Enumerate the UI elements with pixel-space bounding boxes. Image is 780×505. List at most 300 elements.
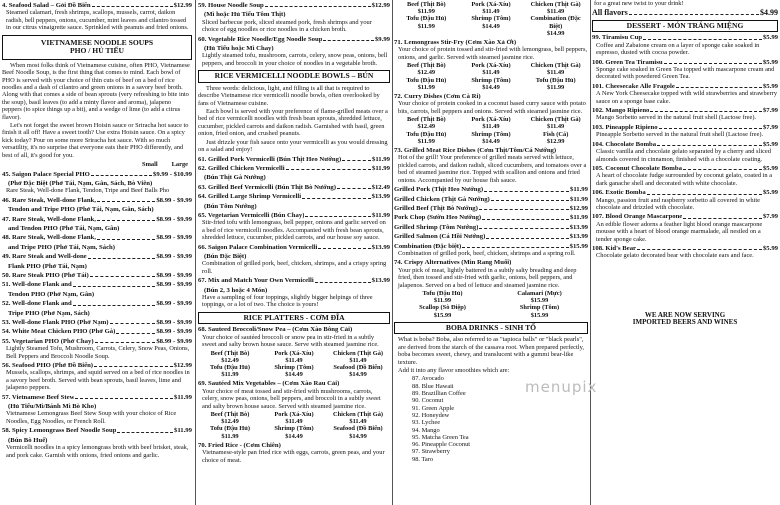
boba-flavor: 97. Strawberry (412, 448, 450, 456)
item-price: $12.99 (173, 362, 192, 370)
menu-item (2, 197, 192, 204)
leader-dots (116, 328, 155, 333)
price-value: $12.99 (546, 137, 565, 145)
dessert-list (592, 34, 778, 259)
leader-dots (95, 338, 156, 343)
item-price: $7.99 (762, 123, 778, 131)
item-name: 71. Lemongrass Stir-Fry (Cơm Xào Xả Ớt) (394, 39, 517, 47)
menu-item (2, 394, 192, 401)
section-intro: Three words: delicious, light, and filling is all that is required to describe Vietnamese rice vermicelli noodle bowls, often overlooked by fans of Vietnamese cuisine. (198, 84, 380, 107)
price-cell (198, 350, 262, 364)
menu-item (2, 328, 192, 335)
item-price: $13.99 (569, 223, 588, 231)
menu-item (394, 39, 588, 46)
watermark: menupix (525, 378, 598, 396)
item-description: Vietnamese-style pan fried rice with eggs, carrots, green peas, and your choice of meat. (202, 449, 385, 464)
boba-flavor: 88. Blue Hawaii (412, 382, 454, 390)
menu-item (198, 380, 390, 387)
boba-flavor: 92. Honeydew (412, 411, 450, 419)
section-intro: When most folks think of Vietnamese cuisine, often PHO, Vietnamese Beef Noodle Soup, is the first thing that comes to mind. Each bowl of PHO is served with your choice of thin cuts of beef on a bed of rice noodles and a dash of cilantro and green onions in a savory beef broth. Along with that comes a side of bean sprouts (very refreshing to bite into the soup), basil leaves (to add a minty flavor and aroma), jalapeno peppers (to spice things up a bit), and a wedge of lime (to add a citrus flavor). (2, 61, 190, 121)
column-desserts (592, 0, 778, 505)
price-value: $11.49 (482, 69, 500, 77)
leader-dots (676, 83, 762, 88)
menu-item (592, 245, 778, 252)
item-name: 108. Kid's Bear (592, 244, 637, 252)
menu-item (592, 107, 778, 114)
item-price: $12.49 (371, 183, 390, 191)
price-value: $11.99 (547, 83, 565, 91)
price-cell (459, 116, 524, 130)
price-cell (262, 364, 326, 378)
leader-dots (482, 214, 569, 219)
leader-dots (110, 319, 156, 324)
grilled-list (394, 186, 588, 250)
section-header-platters: RICE PLATTERS - CƠM ĐĨA (198, 312, 390, 325)
price-cell (326, 364, 390, 378)
item-price: $11.99 (173, 427, 192, 435)
price-cell (394, 304, 491, 318)
menu-item (2, 319, 192, 326)
item-subtitle: (Phở Đặc Biệt (Phở Tái, Nạm, Gân, Sách, Bò Viên) (8, 179, 153, 187)
item-price: $15.99 (569, 242, 588, 250)
item-description: Stir-fried tofu with lemongrass, bell pepper, onions and garlic served on a bed of rice vermicelli noodles. Accompanied with fresh bean sprouts, shredded lettuce, cucumber, pickled carrots, and our house soy sauce. (202, 219, 386, 242)
price-label: Beef (Thịt Bò) (210, 411, 250, 419)
menu-item (198, 156, 390, 163)
item-name: 68. Sauteed Broccoli/Snow Pea – (Cơm Xào Bông Cải) (198, 326, 353, 334)
item-name: 48. Rare Steak, Well-done Flank, (2, 234, 96, 242)
price-value: $14.49 (482, 22, 500, 30)
price-value: $11.99 (417, 83, 435, 91)
item-description: An edible flower adorns a feather light blood orange mascarpone mousse with a heart of blood orange marmalade, all nestled on a tender sponge cake. (596, 220, 763, 243)
item-price: $12.99 (569, 204, 588, 212)
price-label: Tofu (Đậu Hủ) (535, 76, 576, 84)
item-name: 69. Sautéed Mix Vegetables – (Cơm Xào Rau Cải) (198, 380, 340, 388)
price-label: Beef (Thịt Bò) (210, 349, 250, 357)
item-price: $13.99 (371, 193, 390, 201)
menu-item (198, 326, 390, 333)
price-label: Seafood (Đồ Biển) (333, 425, 383, 433)
menu-item: 4. Seafood Salad – Gỏi Đồ Biển $12.99 (2, 2, 192, 9)
column-rice-dishes-boba (394, 0, 588, 505)
price-label: Seafood (Đồ Biển) (333, 364, 383, 372)
item-subtitle: Tendon PHO (Phở Nạm, Gân) (8, 290, 95, 298)
item-description: Steamed calamari, fresh shrimps, scallops, mussels, carrot, daikon radish, bell peppers, onions, cucumber, mint leaves and cilantro tossed in our citrus vinaigrette sauce. Sprinkled with peanuts and fried onions. (6, 9, 189, 32)
item-name: Grilled Chicken (Thịt Gà Nướng) (394, 195, 490, 203)
price-value: $15.99 (530, 297, 549, 305)
leader-dots (479, 205, 569, 210)
item-subtitle: (Bún Tôm Nướng) (204, 202, 257, 210)
column-noodle-soups (2, 0, 192, 505)
item-price: $11.99 (569, 186, 588, 194)
item-subtitle: (Bún 2, 3 hoặc 4 Món) (204, 286, 268, 294)
price-value: $11.49 (482, 8, 500, 16)
boba-intro: What is boba? Boba, also referred to as "tapioca balls" or "black pearls", are derived from the starch of the cassava root. When prepared perfectly, boba becomes sweet, chewy, and translucent with a gummi bear-like texture. (398, 336, 584, 366)
item-name: 63. Grilled Beef Vermicelli (Bún Thịt Bò Nướng) (198, 183, 336, 191)
item-description: Lightly steamed tofu, mushroom, carrots, celery, snow peas, onions, bell peppers, and broccoli in your choice of noodles in a vegetable broth. (202, 52, 388, 67)
item-subtitle: (Bún Đặc Biệt) (204, 252, 247, 260)
leader-dots (265, 2, 371, 7)
boba-flavor: 96. Pineapple Coconut (412, 441, 471, 449)
price-label: Scallop (Sò Điệp) (419, 304, 466, 312)
item-name: 47. Rare Steak, Well-done Flank, (2, 215, 96, 223)
menu-item (592, 141, 778, 148)
item-name: 67. Mix and Match Your Own Vermicelli (198, 277, 314, 285)
menu-item (198, 244, 390, 251)
price-value: $11.49 (349, 418, 367, 426)
menu-item (198, 277, 390, 284)
boba-flavor: 95. Matcha Green Tea (412, 433, 469, 441)
item-name: Grilled Salmon (Cá Hồi Nướng) (394, 233, 486, 241)
price-label: Beef (Thịt Bò) (406, 62, 446, 70)
item-name: 62. Grilled Chicken Vermicelli (198, 164, 285, 172)
price-label: Shrimp (Tôm) (274, 425, 314, 433)
leader-dots (683, 165, 762, 170)
rice-dish-list (394, 39, 588, 184)
leader-dots (75, 394, 173, 399)
section-header-pho: VIETNAMESE NOODLE SOUPS PHO / HỦ TIẾU (2, 35, 192, 60)
price-cell (326, 411, 390, 425)
item-price: $8.99 - $9.99 (156, 253, 192, 261)
price-cell (523, 131, 588, 145)
price-cell (394, 15, 459, 37)
price-label: Tofu (Đậu Hủ) (210, 364, 250, 372)
price-value: $12.49 (221, 418, 239, 426)
item-description: A New York Cheesecake topped with wild strawberries and strawberry sauce on a sponge base cake. (596, 90, 778, 105)
menu-item (592, 213, 778, 220)
price-table (394, 1, 588, 37)
price-value: $11.99 (221, 371, 239, 379)
price-cell (491, 290, 588, 304)
leader-dots (462, 243, 568, 248)
price-label: Tofu (Đậu Hủ) (422, 289, 463, 297)
price-cell (394, 290, 491, 304)
item-subtitle: (Mì hoặc Hủ Tiếu Tôm Thịt) (204, 11, 286, 19)
leader-dots (342, 156, 371, 161)
price-table (394, 62, 588, 91)
item-name: 58. Spicy Lemongrass Beef Noodle Soup (2, 427, 117, 435)
item-name: 72. Curry Dishes (Cơm Cà Ri) (394, 93, 481, 101)
price-cell (523, 1, 588, 15)
item-name: 54. White Meat Chicken PHO (Phở Gà) (2, 328, 116, 336)
all-flavors-price: All flavors $4.99 (592, 8, 778, 18)
leader-dots (97, 197, 155, 202)
leader-dots (337, 184, 371, 189)
price-value: $14.49 (285, 371, 303, 379)
column-vermicelli-platters (198, 0, 390, 505)
menu-item: 74. Crispy Alternatives (Mìn Rang Muối) (394, 259, 512, 267)
price-label: Pork (Xá-Xíu) (471, 62, 511, 70)
item-name: 56. Seafood PHO (Phở Đồ Biển) (2, 362, 94, 370)
price-value: $12.49 (417, 123, 436, 131)
vermicelli-list (198, 156, 390, 309)
price-cell (394, 62, 459, 76)
leader-dots (491, 196, 569, 201)
price-value: $11.49 (349, 356, 367, 364)
menu-item (198, 2, 390, 9)
item-price: $12.99 (371, 2, 390, 9)
item-subtitle: (Hủ Tiếu/Mì/Bánh Mì Bò Kho) (8, 403, 97, 411)
item-price: $11.99 (173, 393, 192, 401)
item-subtitle: and Tripe PHO (Phở Tái, Nạm, Sách) (8, 243, 115, 251)
price-cell (523, 62, 588, 76)
price-value: $11.49 (482, 123, 500, 131)
item-price: $5.99 (762, 82, 778, 90)
item-price: $8.99 - $9.99 (156, 337, 192, 345)
item-price: $8.99 - $9.99 (156, 196, 192, 204)
menu-item (394, 224, 588, 231)
price-label: Pork (Xá-Xíu) (274, 411, 314, 419)
boba-add-note: Add it into any flavor smoothies which are: (398, 367, 510, 375)
leader-dots (73, 281, 156, 286)
item-price: $8.99 - $9.99 (156, 234, 192, 242)
menu-item (198, 36, 390, 43)
price-cell (198, 425, 262, 439)
item-name: 46. Rare Steak, Well-done Flank, (2, 196, 96, 204)
price-value: $14.99 (546, 29, 565, 37)
menu-item (2, 234, 192, 241)
price-cell (262, 411, 326, 425)
item-description: Have a sampling of four toppings, slightly bigger helpings of three toppings, or a lot of two. The choice is yours! (202, 294, 373, 309)
item-description: Chocolate gelato decorated bear with chocolate ears and face. (596, 252, 754, 260)
price-cell (326, 350, 390, 364)
item-price: $11.99 (371, 164, 390, 172)
item-price: $13.99 (371, 243, 390, 251)
price-label: Tofu (Đậu Hủ) (406, 15, 447, 23)
item-name: Grilled Pork (Thịt Heo Nướng) (394, 186, 484, 194)
menu-item (198, 442, 390, 449)
menu-item (198, 165, 390, 172)
item-name: 101. Cheesecake Alle Fragole (592, 82, 675, 90)
price-table (198, 411, 390, 440)
price-label: Chicken (Thịt Gà) (332, 349, 384, 357)
price-label: Tofu (Đậu Hủ) (406, 76, 447, 84)
item-name: 61. Grilled Pork Vermicelli (Bún Thịt Heo Nướng) (198, 155, 342, 163)
leader-dots (657, 141, 762, 146)
item-description: Mango, passion fruit and raspberry sorbetto all covered in white chocolate and drizzled with chocolate. (596, 196, 760, 211)
item-description: A heart of chocolate fudge surrounded by coconut gelato, coated in a dark ganache shell and decorated with white chocolate. (596, 172, 773, 187)
price-value: $14.49 (482, 83, 500, 91)
leader-dots (117, 427, 173, 432)
leader-dots (315, 277, 371, 282)
item-name: 57. Vietnamese Beef Stew (2, 393, 75, 401)
leader-dots (650, 107, 762, 112)
leader-dots (90, 272, 156, 277)
item-name: 104. Chocolate Bomba (592, 140, 657, 148)
menu-item (394, 233, 588, 240)
price-value: $12.49 (417, 69, 436, 77)
item-price: $5.99 (762, 140, 778, 148)
price-label: Combination (Đặc Biệt) (530, 15, 581, 30)
price-label: Shrimp (Tôm) (471, 130, 511, 138)
item-description: Combination of grilled pork, beef, chicken, shrimps and a spring roll. (398, 249, 576, 257)
item-price: $8.99 - $9.99 (156, 328, 192, 336)
price-label: Fish (Cá) (542, 130, 569, 138)
item-description: Vietnamese Lemongrass Beef Stew Soup with your choice of Rice Noodles, Egg Noodles, or French Roll. (6, 410, 177, 425)
price-label: Beef (Thịt Bò) (406, 116, 446, 124)
price-value: $14.49 (482, 137, 500, 145)
price-value: $11.49 (285, 418, 303, 426)
item-subtitle: Tripe PHO (Phở Nạm, Sách) (8, 309, 90, 317)
section-intro: Each bowl is served with your preference of flame-grilled meats over a bed of rice vermicelli noodles with fresh bean sprouts, shredded lettuce, cucumber, pickled carrots and daikon radish. Garnished with basil, green onion, fried onion, and crushed peanuts. (198, 108, 388, 138)
item-description: Lightly Steamed Tofu, Mushroom, Carrots, Celery, Snow Peas, Onions, Bell Peppers and Broccoli Noodle Soup. (6, 345, 190, 360)
platter-list (198, 326, 390, 464)
price-label: Beef (Thịt Bò) (406, 1, 446, 8)
divider (195, 0, 196, 505)
item-name: 65. Vegetarian Vermicelli (Bún Chay) (198, 211, 305, 219)
menu-item (2, 338, 192, 345)
price-cell (523, 116, 588, 130)
item-name: 66. Saigon Palace Combination Vermicelli (198, 243, 318, 251)
leader-dots (637, 245, 762, 250)
price-label: Pork (Xá-Xíu) (274, 349, 314, 357)
item-name: 70. Fried Rice - (Cơm Chiên) (198, 441, 281, 449)
price-table (394, 116, 588, 145)
price-label: Chicken (Thịt Gà) (332, 411, 384, 419)
price-table (198, 350, 390, 379)
item-price: $9.99 (374, 35, 390, 43)
price-value: $11.49 (285, 356, 303, 364)
item-subtitle: (Hủ Tiếu hoặc Mì Chay) (204, 45, 274, 53)
price-value: $11.99 (221, 432, 239, 440)
price-cell (262, 425, 326, 439)
price-cell (523, 77, 588, 91)
item-description: Classic vanilla and chocolate gelato separated by a cherry and sliced almonds covered in cinnamon, finished with a chocolate coating. (596, 148, 771, 163)
price-value: $11.99 (417, 22, 435, 30)
section-header-vermicelli: RICE VERMICELLI NOODLE BOWLS – BÚN (198, 70, 390, 83)
boba-flavor: 90. Coconut (412, 397, 444, 405)
divider (392, 0, 393, 505)
item-name: 59. House Noodle Soup (198, 2, 264, 9)
price-value: $14.99 (349, 371, 367, 379)
leader-dots (659, 124, 762, 129)
menu-item (2, 300, 192, 307)
menu-item (2, 362, 192, 369)
item-name: 102. Mango Ripieno (592, 107, 650, 115)
item-description: Your choice of sautéed broccoli or snow pea in stir-fried in a subtly sweet and salty brown house sauce. Serve with steamed jasmine rice. (202, 333, 379, 349)
price-cell (198, 411, 262, 425)
leader-dots (73, 300, 156, 305)
price-label: Chicken (Thịt Gà) (530, 116, 581, 124)
item-subtitle: Tendon and Tripe PHO (Phở Tái, Nạm, Gân, Sách) (8, 206, 154, 214)
item-price: $5.99 (762, 244, 778, 252)
item-subtitle: (Bún Thịt Gà Nướng) (204, 174, 266, 182)
item-name: Grilled Shrimp (Tôm Nướng) (394, 223, 479, 231)
item-name: 107. Blood Orange Mascarpone (592, 213, 683, 221)
item-name: 49. Rare Steak and Well-done (2, 253, 87, 261)
item-price: $11.99 (569, 195, 588, 203)
item-name: 45. Saigon Palace Special PHO (2, 170, 90, 178)
item-name: 50. Rare Steak PHO (Phở Tái) (2, 271, 89, 279)
item-name: 53. Well-done Flank PHO (Phở Nạm) (2, 319, 109, 326)
item-description: Your choice of protein tossed and stir-fried with lemongrass, bell peppers, onions, and garlic. Served with steamed jasmine rice. (398, 46, 588, 61)
leader-dots (305, 212, 371, 217)
price-value: $15.99 (530, 311, 549, 319)
item-subtitle: Flank PHO (Phở Tái, Nạm) (8, 262, 87, 270)
menu-item (394, 214, 588, 221)
size-header: Small Large (142, 161, 188, 169)
price-label: Shrimp (Tôm) (274, 364, 314, 372)
price-label: Pork (Xá-Xíu) (471, 116, 511, 124)
price-label: Tofu (Đậu Hủ) (406, 130, 447, 138)
item-name: Combination (Đặc biệt) (394, 242, 462, 250)
menu-item (394, 243, 588, 250)
price-cell (459, 62, 524, 76)
item-name: 99. Tiramisu Cup (592, 34, 643, 42)
price-value: $11.99 (433, 297, 452, 305)
menu-item (198, 184, 390, 191)
item-price: $8.99 - $9.99 (156, 215, 192, 223)
item-name: 64. Grilled Large Shrimp Vermicelli (198, 193, 302, 201)
price-cell (459, 1, 524, 15)
boba-flavor: 93. Lychee (412, 419, 441, 427)
leader-dots (479, 224, 568, 229)
item-description: Vermicelli noodles in a spicy lemongrass broth with beef brisket, steak, and pork cake. Garnish with onions, fried onions and garlic. (6, 444, 189, 459)
boba-note: for a great new twist to your drink! (594, 0, 684, 7)
item-name: 73. Grilled Meat Rice Dishes (Cơm Thịt/Tôm/Cá Nướng) (394, 147, 557, 155)
leader-dots (97, 216, 155, 221)
item-name: 52. Well-done Flank and (2, 300, 72, 308)
item-price: $8.99 - $9.99 (156, 300, 192, 308)
boba-flavor: 94. Mango (412, 426, 440, 434)
item-price: $11.99 (569, 214, 588, 222)
price-label: Shrimp (Tôm) (471, 15, 511, 23)
item-name: 105. Coconut Chocolate Bomba (592, 164, 682, 172)
item-description: Your pick of meat, lightly battered in a subtly salty breading and deep fried, then tossed and stir-fried with garlic, onions, bell peppers, and jalapenos. Served on a bed of lettuce and steamed jasmine rice. (398, 266, 577, 289)
item-name: 103. Pineapple Ripieno (592, 123, 658, 131)
item-name: 106. Exotic Bomba (592, 189, 646, 197)
price-cell (459, 15, 524, 37)
menu-item (198, 193, 390, 200)
divider (590, 0, 591, 505)
menu-item (2, 253, 192, 260)
menu-item (592, 124, 778, 131)
item-description: Rare Steak, Well-done Flank, Tendon, Tripe and Beef Balls Pho (6, 187, 170, 195)
leader-dots (647, 189, 762, 194)
boba-flavor: 89. Brazillian Coffee (412, 390, 466, 398)
item-price: $11.99 (371, 211, 390, 219)
section-header-dessert: DESSERT - MÓN TRÁNG MIỆNG (592, 20, 778, 33)
price-cell (394, 77, 459, 91)
item-description: Mango Sorbetto served in the natural fruit shell (Lactose free). (596, 114, 757, 122)
item-price: $5.99 (762, 58, 778, 66)
item-price: $13.99 (371, 277, 390, 285)
menu-item (2, 281, 192, 288)
item-description: Sliced barbecue pork, sliced steamed pork, fresh shrimps and your choice of egg noodles or rice noodles in a chicken broth. (202, 18, 372, 34)
item-price: $11.99 (371, 155, 390, 163)
leader-dots (318, 244, 370, 249)
item-name: 60. Vegetable Rice Noodle/Egg Noodle Soup (198, 35, 323, 43)
price-value: $11.49 (547, 69, 565, 77)
price-cell (459, 131, 524, 145)
price-label: Shrimp (Tôm) (471, 76, 511, 84)
item-price: $7.99 (762, 213, 778, 221)
price-value: $14.49 (285, 432, 303, 440)
menu-item (394, 186, 588, 193)
price-cell (326, 425, 390, 439)
noodle-soup-list (198, 2, 390, 67)
footer-note: WE ARE NOW SERVING IMPORTED BEERS AND WINES (632, 310, 738, 327)
boba-flavor: 87. Avocado (412, 375, 444, 383)
price-cell (198, 364, 262, 378)
price-cell (394, 1, 459, 15)
section-intro: Just drizzle your fish sauce onto your vermicelli as you would dressing on a salad and enjoy! (198, 138, 388, 154)
price-label: Tofu (Đậu Hủ) (210, 425, 250, 433)
price-table (394, 290, 588, 319)
item-price: $8.99 - $9.99 (156, 281, 192, 289)
menu-item (592, 165, 778, 172)
menu-item (394, 93, 588, 100)
price-cell (262, 350, 326, 364)
